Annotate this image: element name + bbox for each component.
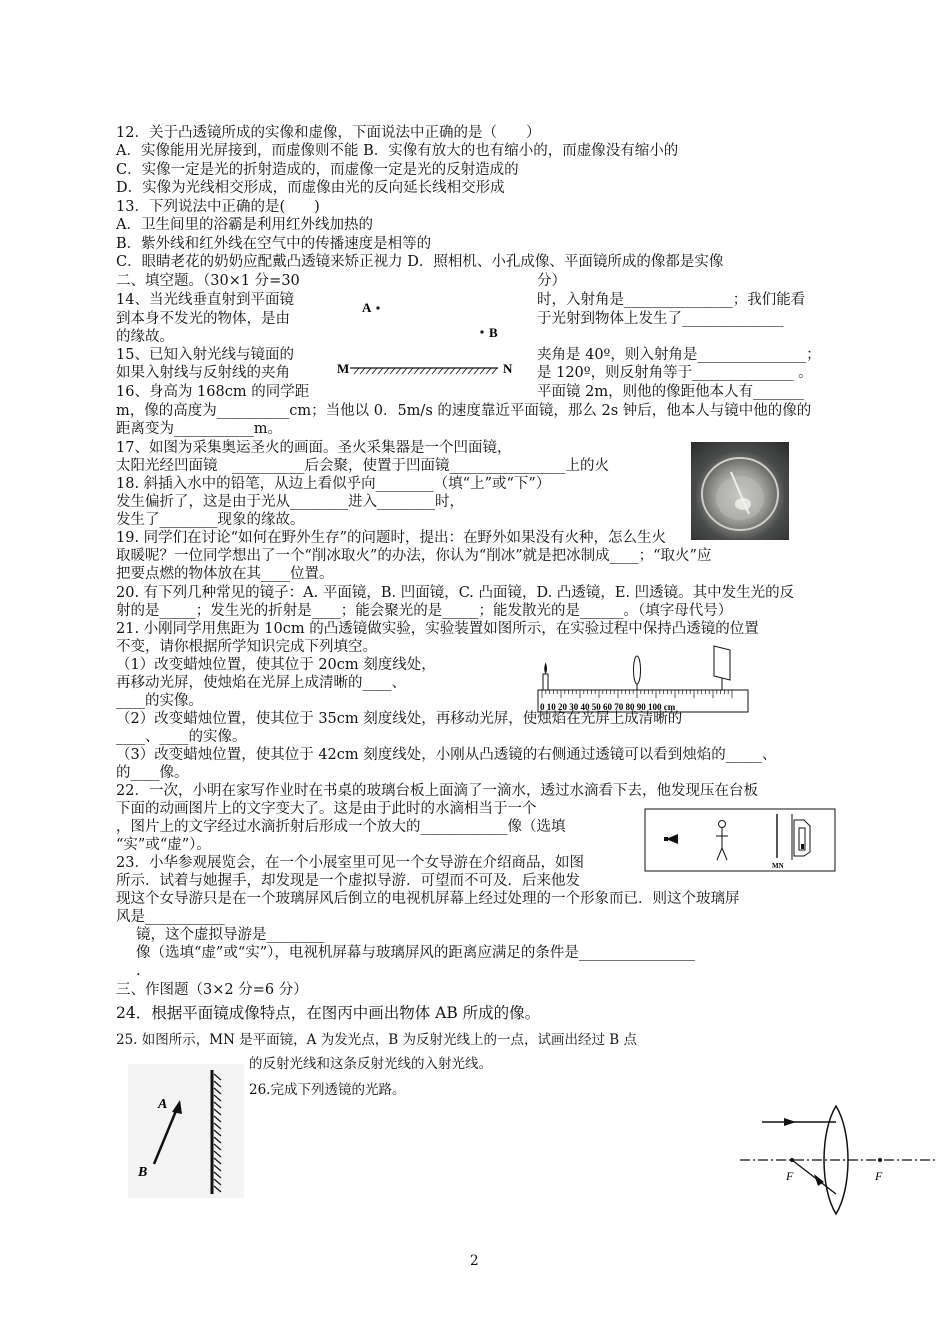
q16-right-1: 平面镜 2m，则他的像距他本人有_______	[537, 384, 804, 400]
q20-line-1: 20. 有下列几种常见的镜子：A. 平面镜，B. 凹面镜，C. 凸面镜，D. 凸透镜，E. 凹透镜。其中发生光的反	[116, 585, 795, 601]
guide-screen-label: MN	[772, 862, 784, 870]
q14-right-2: 于光射到物体上发生了______________	[537, 311, 784, 327]
q21-line-1: 21. 小刚同学用焦距为 10cm 的凸透镜做实验，实验装置如图所示，在实验过程中保持凸透镜的位置	[116, 621, 759, 637]
q15-left-2: 如果入射线与反射线的夹角	[116, 365, 290, 381]
q24-stem: 24．根据平面镜成像特点，在图丙中画出物体 AB 所成的像。	[116, 1004, 541, 1022]
q13-option-b: B．紫外线和红外线在空气中的传播速度是相等的	[116, 236, 432, 252]
q16-line-3: 距离变为___________m。	[116, 421, 282, 437]
q18-line-2: 发生偏折了，这是由于光从________进入________时，	[116, 494, 464, 510]
q12-option-ab: A．实像能用光屏接到，而虚像则不能 B．实像有放大的也有缩小的，而虚像没有缩小的	[116, 143, 679, 159]
q23-line-3: 现这个女导游只是在一个玻璃屏风后倒立的电视机屏幕上经过处理的一个形象而已．则这个玻璃屏	[116, 891, 740, 907]
q21-line-8: （3）改变蜡烛位置，使其位于 42cm 刻度线处，小刚从凸透镜的右侧通过透镜可以看到烛焰的_____、	[116, 747, 777, 763]
bench-scale-label: 0 10 20 30 40 50 60 70 80 90 100 cm	[540, 702, 676, 712]
q22-line-4: “实”或“虚”）。	[116, 837, 211, 853]
q23-line-7: ．	[136, 963, 151, 979]
point-b-label: B	[489, 325, 498, 340]
q13-option-a: A．卫生间里的浴霸是利用红外线加热的	[116, 217, 373, 233]
q22-line-1: 22．一次，小明在家写作业时在书桌的玻璃台板上面滴了一滴水，透过水滴看下去，他发现压在台板	[116, 783, 758, 799]
q22-line-3: ，图片上的文字经过水滴折射后形成一个放大的____________像（选填	[116, 819, 566, 835]
q14-left-2: 到本身不发光的物体，是由	[116, 311, 290, 327]
q12-stem: 12．关于凸透镜所成的实像和虚像，下面说法中正确的是（ ）	[116, 125, 541, 141]
q23-line-4: 风是___________	[116, 909, 225, 925]
q12-option-c: C．实像一定是光的折射造成的，而虚像一定是光的反射造成的	[116, 162, 519, 178]
q25-line-1: 25. 如图所示，MN 是平面镜，A 为发光点，B 为反射光线上的一点，试画出经过 B 点	[116, 1032, 637, 1048]
q21-line-5: ____的实像。	[116, 693, 203, 709]
object-a-label: A	[158, 1097, 168, 1112]
focus-left-label: F	[786, 1169, 794, 1183]
q15-left-1: 15、已知入射光线与镜面的	[116, 347, 294, 363]
q16-line-2: m，像的高度为__________cm；当他以 0．5m/s 的速度靠近平面镜，那么 2s 钟后，他本人与镜中他的像的	[116, 403, 812, 419]
q18-line-3: 发生了________现象的缘故。	[116, 512, 305, 528]
q16-left-1: 16、身高为 168cm 的同学距	[116, 384, 310, 400]
q22-line-2: 下面的动画图片上的文字变大了。这是由于此时的水滴相当于一个	[116, 801, 537, 817]
q17-line-2: 太阳光经凹面镜 __________后会聚，使置于凹面镜________________上的火	[116, 458, 609, 474]
point-a-label: A	[362, 300, 372, 315]
virtual-guide-figure	[644, 808, 836, 872]
q15-right-1: 夹角是 40º，则入射角是_______________；	[537, 347, 821, 363]
q21-line-2: 不变，请你根据所学知识完成下列填空。	[116, 639, 377, 655]
q12-option-d: D．实像为光线相交形成，而虚像由光的反向延长线相交形成	[116, 180, 505, 196]
q26-stem: 26.完成下列透镜的光路。	[249, 1082, 406, 1098]
q25-line-2: 的反射光线和这条反射光线的入射光线。	[249, 1056, 492, 1072]
section2-heading: 二、填空题。（30×1 分=30	[116, 273, 300, 289]
q19-line-1: 19. 同学们在讨论“如何在野外生存”的问题时，提出：在野外如果没有火种，怎么生火	[116, 530, 666, 546]
q23-line-5: 镜，这个虚拟导游是________	[136, 927, 325, 943]
q21-line-9: 的____像。	[116, 765, 189, 781]
mirror-end-n: N	[503, 361, 513, 376]
mirror-mn-figure	[332, 296, 528, 380]
q19-line-2: 取暖呢？一位同学想出了一个“削冰取火”的办法，你认为“削冰”就是把冰制成____；“取火”应	[116, 548, 712, 564]
mirror-end-m: M	[337, 361, 350, 376]
q18-line-1: 18. 斜插入水中的铅笔，从边上看似乎向________（填“上”或“下”）	[116, 476, 551, 492]
q14-right-1: 时，入射角是_______________；我们能看	[537, 292, 806, 308]
optical-bench-figure	[534, 644, 752, 716]
section3-heading: 三、作图题（3×2 分=6 分）	[116, 982, 308, 998]
q14-left-1: 14、当光线垂直射到平面镜	[116, 292, 294, 308]
q17-line-1: 17、如图为采集奥运圣火的画面。圣火采集器是一个凹面镜，	[116, 440, 512, 456]
section2-heading-end: 分）	[537, 273, 566, 289]
focus-right-label: F	[875, 1169, 883, 1183]
q23-line-6: 像（选填“虚”或“实”），电视机屏幕与玻璃屏风的距离应满足的条件是________________	[136, 945, 695, 961]
q13-stem: 13．下列说法中正确的是( )	[116, 199, 320, 215]
convex-lens-figure	[740, 1102, 936, 1218]
q21-line-3: （1）改变蜡烛位置，使其位于 20cm 刻度线处，	[116, 657, 436, 673]
page-number: 2	[470, 1253, 479, 1269]
object-ab-mirror-figure	[128, 1064, 244, 1198]
q21-line-6: （2）改变蜡烛位置，使其位于 35cm 刻度线处，再移动光屏，使烛焰在光屏上成清晰的	[116, 711, 683, 727]
object-b-label: B	[138, 1165, 148, 1180]
torch-collection-photo	[691, 442, 789, 540]
q20-line-2: 射的是_____；发生光的折射是____；能会聚光的是_____；能发散光的是______。（填字母代号）	[116, 603, 733, 619]
q23-line-2: 所示．试着与她握手，却发现是一个虚拟导游．可望而不可及．后来他发	[116, 873, 580, 889]
q19-line-3: 把要点燃的物体放在其____位置。	[116, 566, 334, 582]
q15-right-2: 是 120º，则反射角等于______________ 。	[537, 365, 813, 381]
q13-option-cd: C．眼睛老花的奶奶应配戴凸透镜来矫正视力 D．照相机、小孔成像、平面镜所成的像都是实像	[116, 254, 724, 270]
q14-left-3: 的缘故。	[116, 329, 174, 345]
q21-line-4: 再移动光屏，使烛焰在光屏上成清晰的____、	[116, 675, 406, 691]
q21-line-7: ____、____的实像。	[116, 729, 247, 745]
q23-line-1: 23．小华参观展览会，在一个小展室里可见一个女导游在介绍商品，如图	[116, 855, 584, 871]
